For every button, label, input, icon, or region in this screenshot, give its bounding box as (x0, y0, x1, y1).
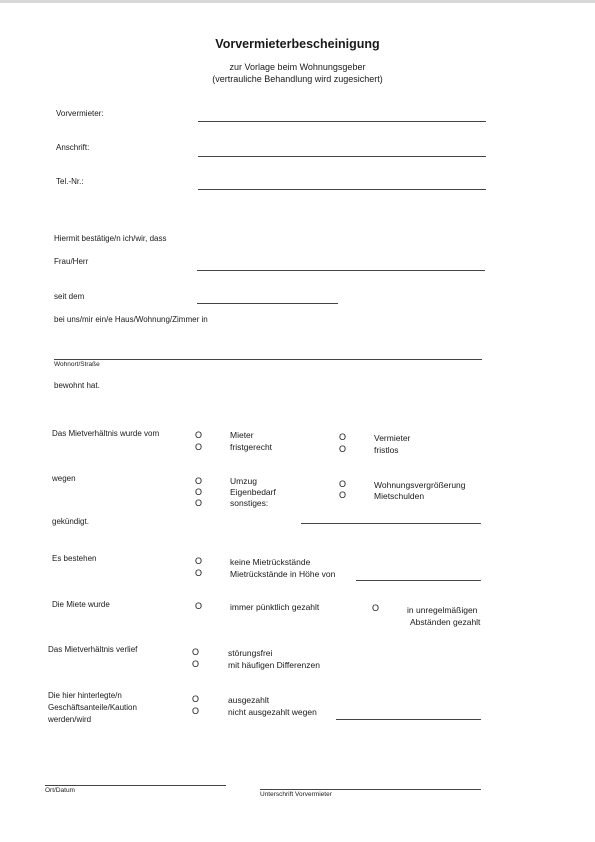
radio-punctual[interactable]: O (195, 601, 203, 611)
option-enlarge: Wohnungsvergrößerung (374, 480, 466, 490)
other-reason-field[interactable] (301, 523, 481, 524)
subtitle-confidential: (vertrauliche Behandlung wird zugesichert) (212, 74, 383, 84)
location-caption: Wohnort/Straße (54, 361, 100, 368)
rent-label: Die Miete wurde (52, 600, 110, 609)
phone-label: Tel.-Nr.: (56, 177, 84, 186)
radio-other[interactable]: O (195, 498, 203, 508)
address-label: Anschrift: (56, 143, 90, 152)
radio-landlord[interactable]: O (339, 432, 347, 442)
person-field[interactable] (197, 270, 485, 271)
arrears-label: Es bestehen (52, 554, 97, 563)
termination-label: Das Mietverhältnis wurde vom (52, 429, 160, 438)
phone-field[interactable] (198, 189, 486, 190)
radio-tenant[interactable]: O (195, 430, 203, 440)
landlord-label: Vorvermieter: (56, 109, 104, 118)
option-tenant: Mieter (230, 430, 254, 440)
course-label: Das Mietverhältnis verlief (48, 645, 138, 654)
option-disputes: mit häufigen Differenzen (228, 660, 320, 670)
radio-no-arrears[interactable]: O (195, 556, 203, 566)
not-paid-reason-field[interactable] (336, 719, 481, 720)
scan-top-edge (0, 0, 595, 3)
option-irregular-2: Abständen gezahlt (410, 617, 481, 627)
confirmation-intro: Hiermit bestätige/n ich/wir, dass (54, 234, 167, 243)
option-other: sonstiges: (230, 498, 269, 508)
radio-irregular[interactable]: O (372, 603, 380, 613)
option-arrears-amount: Mietrückstände in Höhe von (230, 569, 336, 579)
radio-on-time[interactable]: O (195, 442, 203, 452)
signature-caption: Unterschrift Vorvermieter (260, 791, 332, 798)
radio-move[interactable]: O (195, 476, 203, 486)
option-punctual: immer pünktlich gezahlt (230, 602, 320, 612)
option-smooth: störungsfrei (228, 648, 273, 658)
option-irregular-1: in unregelmäßigen (407, 605, 478, 615)
radio-enlarge[interactable]: O (339, 479, 347, 489)
lived-label: bewohnt hat. (54, 381, 100, 390)
radio-own-use[interactable]: O (195, 487, 203, 497)
person-label: Frau/Herr (54, 257, 89, 266)
option-arrears: Mietschulden (374, 491, 425, 501)
option-own-use: Eigenbedarf (230, 487, 276, 497)
option-without-notice: fristlos (374, 445, 399, 455)
deposit-label-2: Geschäftsanteile/Kaution (48, 703, 137, 712)
deposit-label-3: werden/wird (48, 715, 92, 724)
subtitle-purpose: zur Vorlage beim Wohnungsgeber (229, 62, 366, 72)
deposit-label-1: Die hier hinterlegte/n (48, 691, 122, 700)
radio-arrears-amount[interactable]: O (195, 568, 203, 578)
address-field[interactable] (198, 156, 486, 157)
option-on-time: fristgerecht (230, 442, 273, 452)
location-field[interactable] (54, 359, 482, 360)
option-paid: ausgezahlt (228, 695, 270, 705)
arrears-amount-field[interactable] (356, 580, 481, 581)
radio-arrears[interactable]: O (339, 490, 347, 500)
since-date-field[interactable] (197, 303, 338, 304)
radio-not-paid[interactable]: O (192, 706, 200, 716)
radio-disputes[interactable]: O (192, 659, 200, 669)
option-landlord: Vermieter (374, 433, 411, 443)
radio-paid[interactable]: O (192, 694, 200, 704)
option-no-arrears: keine Mietrückstände (230, 557, 311, 567)
radio-smooth[interactable]: O (192, 647, 200, 657)
place-date-caption: Ort/Datum (45, 787, 75, 794)
dwelling-label: bei uns/mir ein/e Haus/Wohnung/Zimmer in (54, 315, 208, 324)
place-date-field[interactable] (45, 785, 226, 786)
option-move: Umzug (230, 476, 257, 486)
since-label: seit dem (54, 292, 85, 301)
option-not-paid: nicht ausgezahlt wegen (228, 707, 317, 717)
reason-label: wegen (52, 474, 76, 483)
landlord-field[interactable] (198, 121, 486, 122)
document-title: Vorvermieterbescheinigung (215, 37, 380, 51)
radio-without-notice[interactable]: O (339, 444, 347, 454)
signature-field[interactable] (260, 789, 481, 790)
terminated-label: gekündigt. (52, 517, 89, 526)
